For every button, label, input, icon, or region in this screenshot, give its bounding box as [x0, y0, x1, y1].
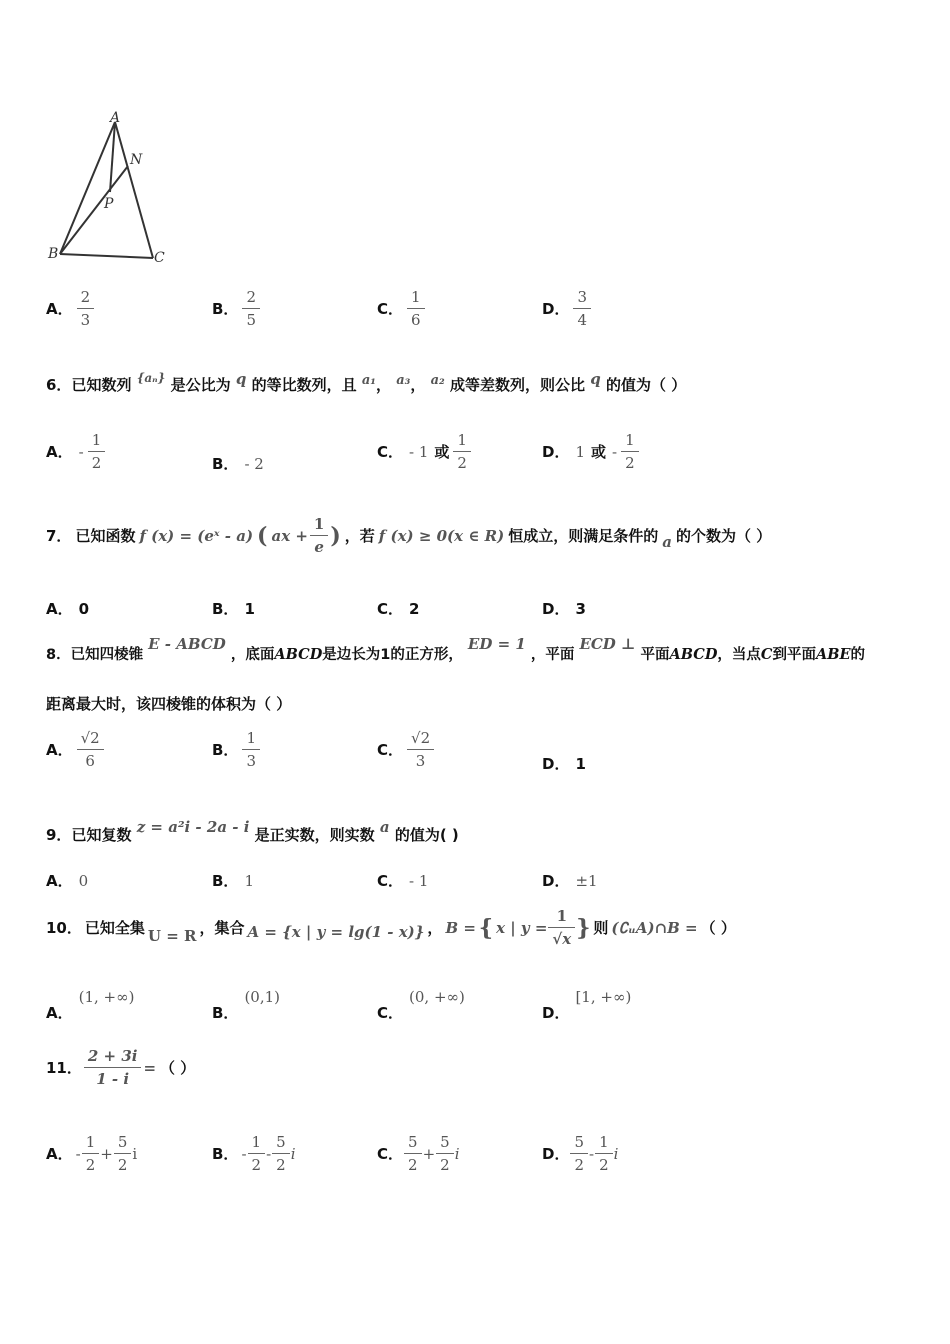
text-fragment: [597, 1132, 611, 1175]
option-letter: C．: [377, 443, 404, 461]
text-fragment: 5: [408, 1133, 418, 1151]
option-value: - 2: [244, 454, 264, 473]
text-fragment: 7．: [46, 527, 72, 545]
text-fragment: [116, 1132, 130, 1175]
text-fragment: 2 + 3i: [87, 1047, 138, 1065]
text-fragment: 8．: [46, 647, 71, 663]
text-fragment: 5: [246, 311, 256, 329]
q5-option-d[interactable]: [542, 287, 589, 330]
text-fragment: 1: [244, 599, 255, 618]
text-fragment: 1: [556, 907, 568, 925]
fraction: [409, 728, 432, 771]
text-fragment: 的值为( ): [394, 826, 459, 844]
text-fragment: A = {x | y = lg(1 - x)}: [247, 922, 425, 941]
text-fragment: 2: [251, 1156, 262, 1174]
text-fragment: 3: [246, 752, 256, 770]
text-fragment: 1: [246, 729, 256, 747]
text-fragment: [436, 1153, 454, 1154]
label-C: C: [154, 250, 165, 266]
text-fragment: 4: [577, 311, 587, 329]
text-fragment: 5: [117, 1133, 128, 1151]
text-fragment: i: [132, 1144, 138, 1163]
text-fragment: [82, 1153, 100, 1154]
minus-sign: -: [612, 442, 618, 461]
text-fragment: 的值为（ ）: [605, 376, 687, 394]
text-fragment: [60, 254, 153, 258]
fraction: [623, 430, 637, 473]
text-fragment: √2: [80, 729, 100, 747]
label-P: P: [104, 196, 114, 212]
q10-option-d[interactable]: [542, 988, 631, 1023]
text-fragment: 9．: [46, 826, 72, 844]
q11-option-c[interactable]: [377, 1132, 460, 1175]
text-fragment: [407, 308, 425, 309]
text-fragment: A．: [46, 1145, 73, 1163]
text-fragment: B．: [212, 1145, 239, 1163]
text-fragment: 3: [577, 288, 587, 306]
or-text: 或: [434, 443, 450, 461]
text-fragment: z = a²i - 2a - i: [136, 818, 250, 836]
q10-stem: [46, 906, 736, 949]
text-fragment: D．: [542, 872, 570, 890]
text-fragment: （ ）: [700, 919, 736, 937]
text-fragment: i: [613, 1144, 619, 1163]
text-fragment: C．: [377, 1145, 404, 1163]
q6-stem: [46, 370, 687, 395]
text-fragment: (∁ᵤA)∩B =: [611, 918, 698, 937]
text-fragment: C．: [377, 1004, 404, 1022]
text-fragment: -: [589, 1144, 595, 1163]
text-fragment: 2: [409, 599, 420, 618]
text-fragment: D．: [542, 755, 570, 773]
paren-open: (: [257, 522, 268, 549]
option-letter: B．: [212, 741, 239, 759]
text-fragment: [595, 1153, 613, 1154]
text-fragment: A．: [46, 1004, 73, 1022]
text-fragment: 1: [91, 431, 102, 449]
q7-option-b[interactable]: [212, 598, 255, 619]
text-fragment: 是公比为: [170, 376, 231, 394]
text-fragment: i: [454, 1144, 460, 1163]
option-value: - 1: [409, 442, 429, 461]
text-fragment: [310, 535, 328, 536]
q5-option-a[interactable]: [46, 287, 92, 330]
text-fragment: +: [100, 1144, 113, 1163]
fraction: [550, 906, 573, 949]
text-fragment: -: [241, 1144, 247, 1163]
text-fragment: 5: [276, 1133, 286, 1151]
text-fragment: 10．: [46, 919, 82, 937]
option-letter: A．: [46, 300, 73, 318]
q7-option-c[interactable]: [377, 598, 419, 619]
text-fragment: 2: [408, 1156, 418, 1174]
text-fragment: [274, 1132, 288, 1175]
fraction: [575, 287, 589, 330]
text-fragment: U = R: [147, 926, 197, 945]
text-fragment: B．: [212, 600, 239, 618]
text-fragment: ，: [427, 919, 443, 937]
formula: B =: [445, 918, 476, 937]
text-fragment: ，集合: [199, 919, 245, 937]
text-fragment: 2: [85, 1156, 96, 1174]
text-fragment: D．: [542, 1004, 570, 1022]
text-fragment: A．: [46, 600, 73, 618]
fraction: [244, 287, 258, 330]
q8-option-c[interactable]: [377, 728, 432, 771]
text-fragment: [272, 1153, 290, 1154]
text-fragment: [242, 749, 260, 750]
label-A: A: [110, 110, 121, 126]
q9-option-a[interactable]: [46, 870, 88, 891]
q9-stem: [46, 818, 459, 845]
text-fragment: 2: [599, 1156, 609, 1174]
text-fragment: [60, 166, 128, 254]
text-fragment: 则: [593, 919, 609, 937]
q8-stem: [46, 635, 866, 664]
text-fragment: =: [143, 1058, 157, 1077]
option-letter: C．: [377, 300, 404, 318]
text-fragment: E - ABCD: [148, 635, 226, 653]
q5-option-b[interactable]: [212, 287, 258, 330]
text-fragment: C．: [377, 872, 404, 890]
q8-stem-line2: 距离最大时，该四棱锥的体积为（ ）: [46, 695, 292, 713]
text-fragment: [621, 451, 639, 452]
text-fragment: 1: [457, 431, 467, 449]
text-fragment: 1: [244, 871, 254, 890]
text-fragment: [1, +∞): [575, 988, 632, 1006]
q9-option-c[interactable]: [377, 870, 428, 891]
q7-option-d[interactable]: [542, 598, 586, 619]
text-fragment: 6．: [46, 376, 72, 394]
paren-close: ): [330, 522, 341, 549]
text-fragment: -: [266, 1144, 272, 1163]
text-fragment: 6: [411, 311, 421, 329]
text-fragment: D．: [542, 1145, 570, 1163]
triangle-diagram: [40, 108, 180, 268]
text-fragment: 1 - i: [96, 1070, 130, 1088]
q6-option-d[interactable]: [542, 430, 637, 473]
triangle-figure: [40, 108, 180, 268]
option-letter: D．: [542, 443, 570, 461]
fraction: [79, 287, 93, 330]
text-fragment: 11．: [46, 1059, 82, 1077]
text-fragment: 到平面: [772, 647, 816, 663]
formula: f (x) = (eˣ - a): [139, 526, 254, 545]
text-fragment: ，底面: [230, 647, 275, 663]
text-fragment: B．: [212, 872, 239, 890]
text-fragment: 2: [625, 454, 635, 472]
option-letter: B．: [212, 455, 239, 473]
text-fragment: 0: [78, 871, 89, 890]
text-fragment: ±1: [575, 871, 598, 890]
text-fragment: ，当点: [717, 647, 761, 663]
text-fragment: √2: [411, 729, 431, 747]
fraction: [90, 430, 104, 473]
text-fragment: (0,1): [244, 988, 280, 1006]
text-fragment: 2: [574, 1156, 584, 1174]
option-letter: A．: [46, 443, 73, 461]
text-fragment: 是边长为: [322, 647, 381, 663]
text-fragment: [77, 749, 104, 750]
text-fragment: [406, 1132, 420, 1175]
text-fragment: 2: [457, 454, 467, 472]
q7-option-a[interactable]: [46, 598, 89, 619]
fraction: [86, 1046, 140, 1089]
q5-option-c[interactable]: [377, 287, 423, 330]
or-text: 或: [591, 443, 607, 461]
text-fragment: i: [290, 1144, 296, 1163]
text-fragment: 0: [78, 599, 90, 618]
text-fragment: [548, 927, 575, 928]
text-fragment: 已知复数: [71, 826, 132, 844]
fraction: [409, 287, 423, 330]
fraction: [244, 728, 258, 771]
text-fragment: 2: [91, 454, 102, 472]
text-fragment: 已知函数: [75, 527, 136, 545]
option-letter: D．: [542, 300, 570, 318]
formula: f (x) ≥ 0(x ∈ R): [378, 526, 505, 545]
text-fragment: a₁: [361, 373, 376, 388]
text-fragment: q: [590, 370, 601, 388]
text-fragment: 1: [313, 515, 325, 533]
label-N: N: [130, 152, 143, 168]
text-fragment: 的正方形，: [390, 647, 463, 663]
q6-option-b[interactable]: [212, 453, 264, 474]
text-fragment: ，平面: [530, 647, 575, 663]
text-fragment: 1: [85, 1133, 96, 1151]
text-fragment: 2: [117, 1156, 128, 1174]
text-fragment: D．: [542, 600, 570, 618]
minus-sign: -: [78, 442, 84, 461]
option-letter: A．: [46, 741, 73, 759]
q6-option-a[interactable]: [46, 430, 103, 473]
text-fragment: [242, 308, 260, 309]
text-fragment: ，: [410, 376, 426, 394]
text-fragment: [84, 1132, 98, 1175]
text-fragment: 3: [80, 311, 91, 329]
text-fragment: 5: [440, 1133, 450, 1151]
q7-stem: [46, 514, 771, 557]
text-fragment: [88, 451, 106, 452]
text-fragment: √x: [552, 930, 572, 948]
text-fragment: ABE: [815, 646, 851, 663]
text-fragment: ABCD: [669, 646, 718, 663]
text-fragment: q: [235, 370, 247, 388]
text-fragment: 1: [599, 1133, 609, 1151]
text-fragment: [77, 308, 95, 309]
text-fragment: B．: [212, 1004, 239, 1022]
text-fragment: [248, 1153, 266, 1154]
text-fragment: 1: [625, 431, 635, 449]
q8-option-d[interactable]: [542, 753, 586, 774]
text-fragment: [570, 1153, 588, 1154]
text-fragment: 的等比数列，且: [251, 376, 357, 394]
formula: x | y =: [496, 918, 548, 937]
text-fragment: ECD ⊥: [579, 635, 636, 653]
text-fragment: A．: [46, 872, 73, 890]
text-fragment: 已知四棱锥: [70, 647, 144, 663]
text-fragment: - 1: [409, 871, 429, 890]
text-fragment: C: [760, 646, 773, 663]
text-fragment: 平面: [640, 647, 670, 663]
text-fragment: ，: [376, 376, 392, 394]
text-fragment: ，若: [344, 527, 375, 545]
q10-option-c[interactable]: [377, 988, 465, 1023]
q9-option-b[interactable]: [212, 870, 254, 891]
text-fragment: 已知数列: [71, 376, 132, 394]
text-fragment: {aₙ}: [136, 371, 166, 385]
text-fragment: 恒成立，则满足条件的: [508, 527, 659, 545]
formula: ax +: [271, 526, 308, 545]
q6-option-c[interactable]: [377, 430, 469, 473]
text-fragment: 成等差数列，则公比: [449, 376, 585, 394]
text-fragment: [84, 1067, 142, 1068]
text-fragment: (1, +∞): [78, 988, 135, 1006]
q11-option-b[interactable]: [212, 1132, 296, 1175]
text-fragment: 5: [574, 1133, 584, 1151]
text-fragment: [60, 122, 115, 254]
text-fragment: 2: [440, 1156, 450, 1174]
text-fragment: 3: [415, 752, 426, 770]
q11-stem: [46, 1046, 195, 1089]
brace-open: {: [478, 914, 494, 941]
text-fragment: 的个数为（ ）: [675, 527, 772, 545]
text-fragment: 2: [246, 288, 256, 306]
fraction: [79, 728, 102, 771]
text-fragment: 6: [85, 752, 95, 770]
fraction: [455, 430, 469, 473]
text-fragment: C．: [377, 600, 404, 618]
brace-close: }: [576, 914, 591, 941]
q10-option-a[interactable]: [46, 988, 134, 1023]
text-fragment: 3: [575, 599, 586, 618]
text-fragment: [250, 1132, 264, 1175]
label-B: B: [48, 246, 59, 262]
q8-option-a[interactable]: [46, 728, 102, 771]
text-fragment: e: [314, 538, 324, 556]
text-fragment: [60, 122, 153, 258]
text-fragment: （ ）: [160, 1059, 196, 1077]
text-fragment: (0, +∞): [409, 988, 465, 1006]
q9-option-d[interactable]: [542, 870, 598, 891]
text-fragment: [407, 749, 434, 750]
q8-option-b[interactable]: [212, 728, 258, 771]
text-fragment: [572, 1132, 586, 1175]
text-fragment: 的: [850, 647, 866, 663]
text-fragment: 2: [276, 1156, 286, 1174]
text-fragment: [115, 122, 153, 258]
text-fragment: 已知全集: [84, 919, 145, 937]
text-fragment: -: [75, 1144, 81, 1163]
text-fragment: a: [379, 818, 390, 836]
text-fragment: a₃: [396, 373, 411, 388]
text-fragment: [453, 451, 471, 452]
text-fragment: 2: [80, 288, 91, 306]
text-fragment: 1: [251, 1133, 262, 1151]
text-fragment: 1: [575, 754, 586, 773]
text-fragment: 1: [380, 647, 391, 663]
q11-option-d[interactable]: [542, 1132, 618, 1175]
q11-option-a[interactable]: [46, 1132, 137, 1175]
fraction: [312, 514, 326, 557]
text-fragment: +: [422, 1144, 436, 1163]
text-fragment: [573, 308, 591, 309]
text-fragment: 1: [411, 288, 421, 306]
text-fragment: a₂: [430, 373, 445, 388]
q10-option-b[interactable]: [212, 988, 280, 1023]
option-letter: B．: [212, 300, 239, 318]
text-fragment: [114, 1153, 132, 1154]
option-letter: C．: [377, 741, 404, 759]
text-fragment: [404, 1153, 422, 1154]
formula: a: [662, 532, 672, 551]
text-fragment: 是正实数，则实数: [254, 826, 375, 844]
text-fragment: ABCD: [274, 646, 323, 663]
option-value: 1: [575, 442, 585, 461]
text-fragment: ED = 1: [467, 635, 526, 653]
text-fragment: [438, 1132, 452, 1175]
